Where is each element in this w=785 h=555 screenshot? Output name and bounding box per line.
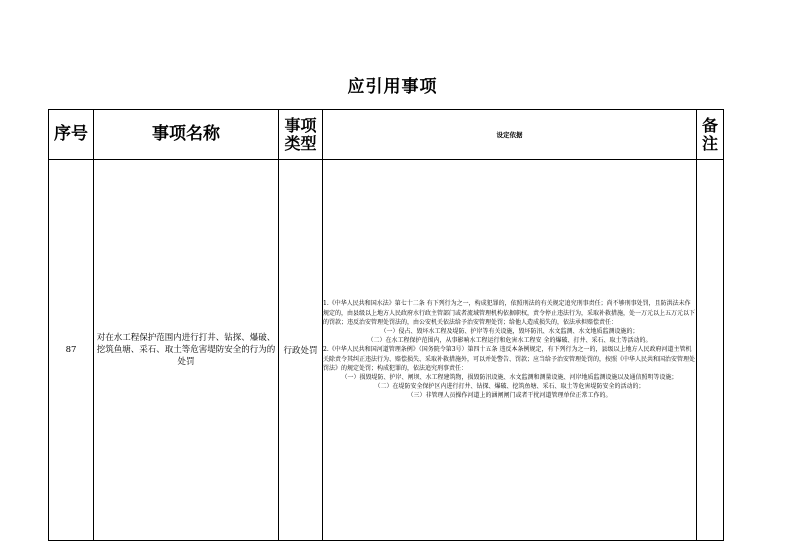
basis-paragraph: 2.《中华人民共和国河道管理条例》（国务院令第3号）第四十五条 违反本条例规定，有下列行为之一的，县级以上地方人民政府河道主管机关除责令其纠正违法行为、赔偿损失、采取补救措施外，可以并处警告、罚款；应当给予治安管理处罚的，按照《中华人民共和国治安管理处罚法》的规定处罚；构成犯罪的，依法追究刑事责任：: [323, 346, 696, 372]
basis-paragraph: （三）非管理人员操作河道上的涵闸闸门或者干扰河道管理单位正常工作的。: [407, 392, 612, 400]
header-name: 事项名称: [94, 110, 279, 160]
basis-paragraph: （一）侵占、毁坏水工程及堤防、护岸等有关设施，毁坏防汛、水文监测、水文地质监测设施的；: [380, 327, 639, 335]
header-type-line2: 类型: [284, 133, 317, 153]
header-remark-line1: 备: [701, 115, 718, 135]
row-item-name: 对在水工程保护范围内进行打井、钻探、爆破、挖筑鱼塘、采石、取土等危害堤防安全的行为的处罚: [94, 160, 279, 541]
row-basis: [323, 160, 697, 541]
row-seq: 87: [49, 160, 94, 541]
header-basis: 设定依据: [323, 110, 697, 160]
page-title: 应引用事项: [347, 77, 438, 97]
row-remark: [697, 160, 724, 541]
basis-paragraph: 1.《中华人民共和国水法》第七十二条 有下列行为之一，构成犯罪的，依照刑法的有关规定追究刑事责任；尚不够刑事处罚，且防洪法未作规定的，由县级以上地方人民政府水行政主管部门或者流域管理机构依据职权，责令停止违法行为，采取补救措施，处一万元以上五万元以下的罚款；违反治安管理处罚法的，由公安机关依法给予治安管理处罚；给他人造成损失的，依法承担赔偿责任：: [323, 300, 696, 326]
basis-paragraph: （二）在水工程保护范围内，从事影响水工程运行和危害水工程安 全的爆破、打井、采石、取土等活动的。: [367, 337, 652, 345]
basis-paragraph: （二）在堤防安全保护区内进行打井、钻探、爆破、挖筑鱼塘、采石、取土等危害堤防安全的活动的；: [374, 383, 645, 391]
header-type: [279, 110, 323, 160]
row-item-type: 行政处罚: [279, 160, 323, 541]
header-remark-line2: 注: [701, 133, 718, 153]
table-header-row: [49, 110, 724, 160]
items-table: [48, 109, 724, 541]
header-type-line1: 事项: [284, 115, 317, 135]
header-remark: [697, 110, 724, 160]
basis-paragraph: （一）损毁堤防、护岸、闸坝、水工程建筑物，损毁防汛设施、水文监测和测量设施、河岸地质监测设施以及通信照明等设施；: [341, 374, 678, 381]
header-seq: 序号: [49, 110, 94, 160]
table-row: [49, 160, 724, 541]
